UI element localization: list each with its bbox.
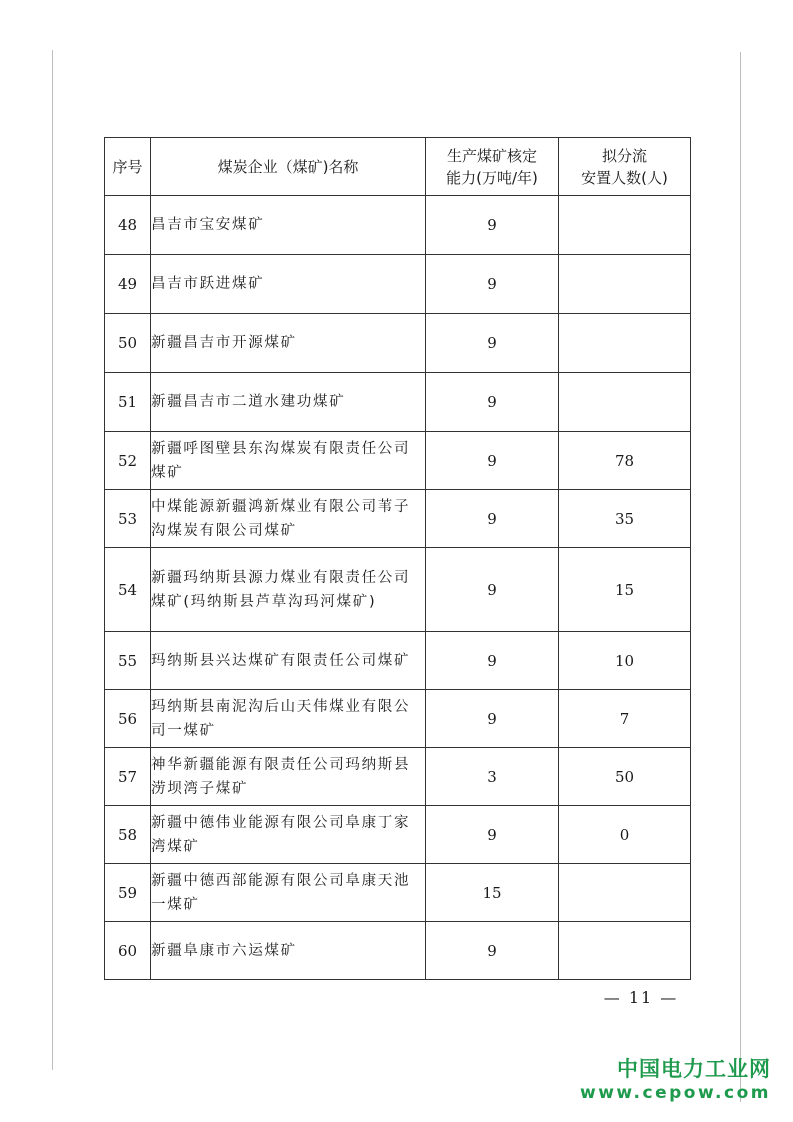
row-no: 55 [105, 632, 151, 690]
row-count: 35 [559, 490, 691, 548]
row-count [559, 314, 691, 373]
row-capacity: 9 [426, 922, 559, 980]
row-name: 新疆昌吉市开源煤矿 [151, 314, 426, 373]
row-count: 10 [559, 632, 691, 690]
table-row [105, 748, 691, 806]
row-no: 54 [105, 548, 151, 632]
row-no: 60 [105, 922, 151, 980]
row-capacity: 9 [426, 806, 559, 864]
table-row [105, 432, 691, 490]
row-name: 新疆阜康市六运煤矿 [151, 922, 426, 980]
header-count-line2: 安置人数(人) [581, 168, 668, 187]
row-no: 58 [105, 806, 151, 864]
header-capacity [426, 138, 559, 196]
row-capacity: 9 [426, 490, 559, 548]
right-margin-line [740, 52, 741, 1102]
row-name: 玛纳斯县兴达煤矿有限责任公司煤矿 [151, 632, 426, 690]
table-row [105, 490, 691, 548]
coal-mine-table [104, 137, 691, 980]
table-row [105, 632, 691, 690]
row-name: 新疆呼图壁县东沟煤炭有限责任公司煤矿 [151, 432, 426, 490]
row-no: 59 [105, 864, 151, 922]
row-capacity: 9 [426, 255, 559, 314]
row-capacity: 9 [426, 432, 559, 490]
row-count [559, 373, 691, 432]
row-capacity: 9 [426, 314, 559, 373]
row-count: 0 [559, 806, 691, 864]
row-no: 50 [105, 314, 151, 373]
table-row [105, 864, 691, 922]
table-row [105, 196, 691, 255]
table-row [105, 255, 691, 314]
left-margin-line [52, 50, 53, 1070]
row-no: 56 [105, 690, 151, 748]
row-name: 昌吉市宝安煤矿 [151, 196, 426, 255]
page-number: — 11 — [603, 988, 679, 1007]
table-row [105, 548, 691, 632]
row-count: 7 [559, 690, 691, 748]
row-no: 57 [105, 748, 151, 806]
table-header-row [105, 138, 691, 196]
row-count: 50 [559, 748, 691, 806]
row-count [559, 922, 691, 980]
row-no: 52 [105, 432, 151, 490]
row-name: 新疆昌吉市二道水建功煤矿 [151, 373, 426, 432]
row-no: 51 [105, 373, 151, 432]
row-count: 78 [559, 432, 691, 490]
table-row [105, 922, 691, 980]
header-name: 煤炭企业（煤矿)名称 [151, 138, 426, 196]
row-capacity: 9 [426, 632, 559, 690]
header-count [559, 138, 691, 196]
row-no: 53 [105, 490, 151, 548]
watermark-url: www.cepow.com [580, 1083, 771, 1103]
row-name: 新疆中德西部能源有限公司阜康天池一煤矿 [151, 864, 426, 922]
watermark-title: 中国电力工业网 [617, 1057, 771, 1081]
header-no: 序号 [105, 138, 151, 196]
row-name: 玛纳斯县南泥沟后山天伟煤业有限公司一煤矿 [151, 690, 426, 748]
header-count-line1: 拟分流 [601, 146, 647, 165]
row-name: 新疆中德伟业能源有限公司阜康丁家湾煤矿 [151, 806, 426, 864]
row-name: 昌吉市跃进煤矿 [151, 255, 426, 314]
row-name: 中煤能源新疆鸿新煤业有限公司苇子沟煤炭有限公司煤矿 [151, 490, 426, 548]
row-capacity: 9 [426, 196, 559, 255]
row-capacity: 3 [426, 748, 559, 806]
header-capacity-line1: 生产煤矿核定 [446, 146, 537, 165]
row-capacity: 15 [426, 864, 559, 922]
row-name: 新疆玛纳斯县源力煤业有限责任公司煤矿(玛纳斯县芦草沟玛河煤矿) [151, 548, 426, 632]
table-row [105, 314, 691, 373]
row-no: 49 [105, 255, 151, 314]
row-capacity: 9 [426, 373, 559, 432]
row-capacity: 9 [426, 548, 559, 632]
row-count: 15 [559, 548, 691, 632]
row-count [559, 196, 691, 255]
header-capacity-line2: 能力(万吨/年) [446, 168, 538, 187]
row-name: 神华新疆能源有限责任公司玛纳斯县涝坝湾子煤矿 [151, 748, 426, 806]
row-capacity: 9 [426, 690, 559, 748]
table-row [105, 806, 691, 864]
row-count [559, 864, 691, 922]
table-row [105, 373, 691, 432]
row-no: 48 [105, 196, 151, 255]
table-row [105, 690, 691, 748]
row-count [559, 255, 691, 314]
